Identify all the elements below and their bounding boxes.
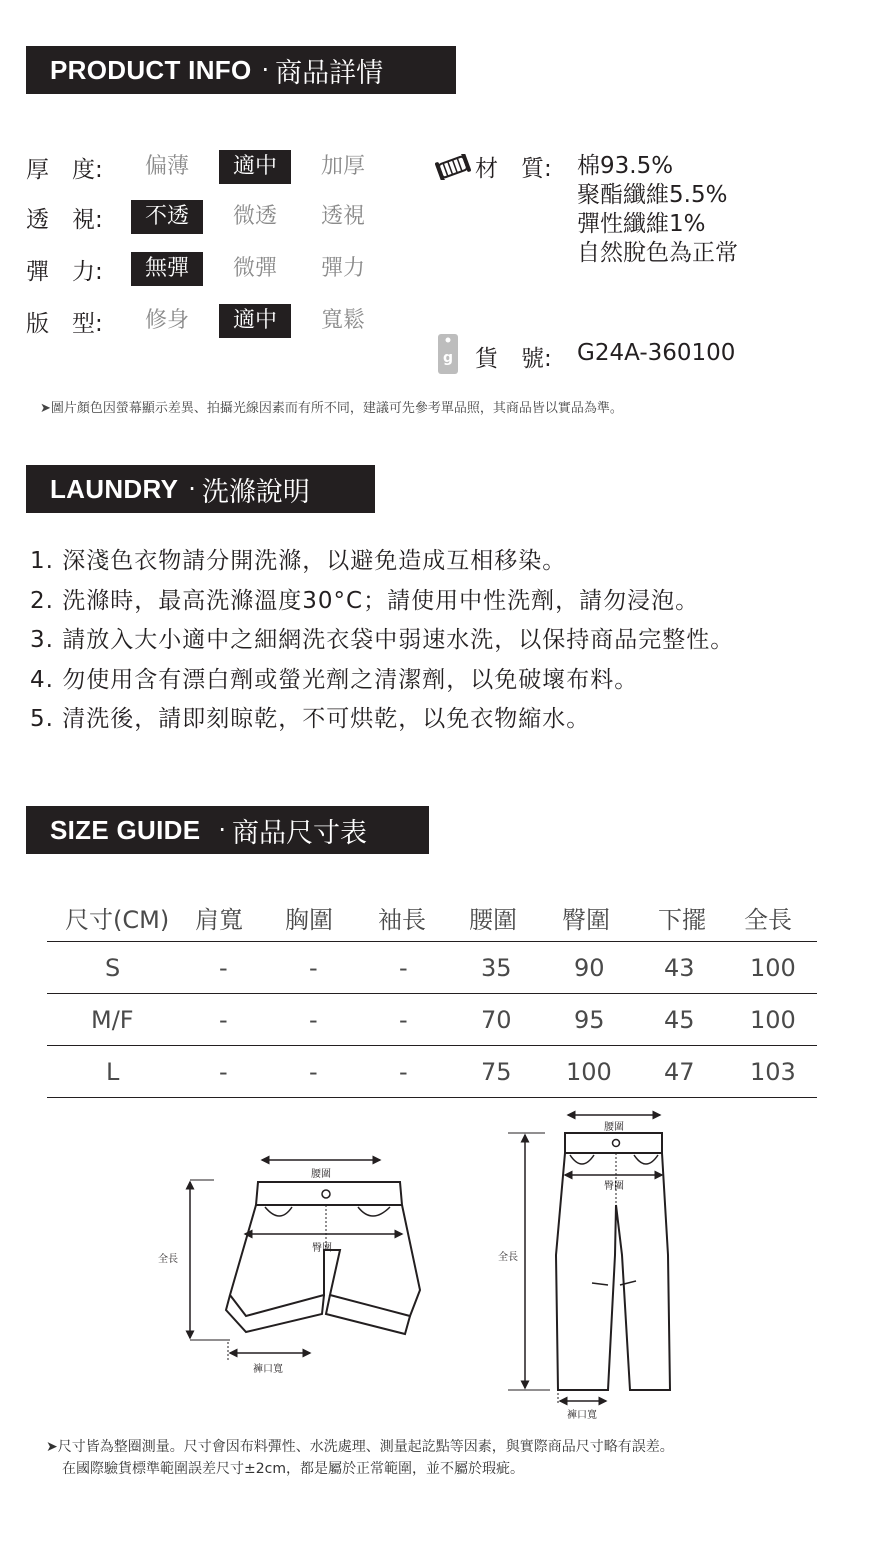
header-cell: 下擺 xyxy=(658,906,706,934)
product-info-title-zh: 商品詳情 xyxy=(275,57,384,89)
header-cell: 袖長 xyxy=(378,906,426,934)
sku-value: G24A-360100 xyxy=(577,340,736,366)
table-row xyxy=(47,942,817,994)
attr-option: 透視 xyxy=(320,204,365,229)
hem-cell: 45 xyxy=(664,1006,695,1034)
attr-label: 厚 度: xyxy=(26,156,103,183)
sleeve-cell: - xyxy=(399,954,408,982)
hip-cell: 100 xyxy=(566,1058,612,1086)
laundry-title-zh: 洗滌說明 xyxy=(201,476,310,508)
size-cell: S xyxy=(105,954,121,982)
attr-option-selected: 適中 xyxy=(219,304,291,338)
thread-spool-icon xyxy=(435,154,471,180)
header-cell: 臀圍 xyxy=(562,906,610,934)
pants-diagram xyxy=(490,1105,690,1425)
length-cell: 100 xyxy=(750,954,796,982)
attr-option: 修身 xyxy=(144,308,189,333)
material-line: 彈性纖維1% xyxy=(577,211,706,237)
chest-cell: - xyxy=(309,954,318,982)
shorts-hem-label: 褲口寬 xyxy=(253,1364,283,1375)
attr-label: 彈 力: xyxy=(26,258,103,285)
length-cell: 100 xyxy=(750,1006,796,1034)
header-dot: · xyxy=(188,475,196,503)
product-info-title-en: PRODUCT INFO xyxy=(50,54,252,85)
hem-cell: 47 xyxy=(664,1058,695,1086)
shorts-waist-label: 腰圍 xyxy=(311,1169,331,1180)
hang-tag-icon xyxy=(435,332,461,376)
material-label: 材 質: xyxy=(475,156,552,182)
attr-option: 彈力 xyxy=(320,256,365,281)
waist-cell: 35 xyxy=(481,954,512,982)
size-cell: L xyxy=(106,1058,120,1086)
hem-cell: 43 xyxy=(664,954,695,982)
laundry-item: 3. 請放入大小適中之細網洗衣袋中弱速水洗，以保持商品完整性。 xyxy=(30,627,735,653)
attr-option: 加厚 xyxy=(320,154,365,179)
header-cell: 尺寸(CM) xyxy=(65,906,170,934)
size-guide-header xyxy=(26,806,429,854)
attr-option-selected: 無彈 xyxy=(131,252,203,286)
shoulder-cell: - xyxy=(219,954,228,982)
waist-cell: 75 xyxy=(481,1058,512,1086)
hip-cell: 90 xyxy=(574,954,605,982)
color-disclaimer: ➤圖片顏色因螢幕顯示差異、拍攝光線因素而有所不同，建議可先參考單品照，其商品皆以實品為準。 xyxy=(40,401,623,416)
hip-cell: 95 xyxy=(574,1006,605,1034)
laundry-item: 1. 深淺色衣物請分開洗滌，以避免造成互相移染。 xyxy=(30,548,567,574)
svg-text:g: g xyxy=(442,350,454,366)
shoulder-cell: - xyxy=(219,1006,228,1034)
sleeve-cell: - xyxy=(399,1006,408,1034)
size-table-header xyxy=(47,898,817,942)
size-disclaimer xyxy=(46,1436,674,1480)
size-cell: M/F xyxy=(91,1006,134,1034)
material-line: 聚酯纖維5.5% xyxy=(577,182,728,208)
product-info-header xyxy=(26,46,456,94)
header-cell: 肩寬 xyxy=(195,906,243,934)
header-dot: · xyxy=(218,816,226,844)
attr-option-selected: 不透 xyxy=(131,200,203,234)
pants-hem-label: 褲口寬 xyxy=(567,1410,597,1421)
attr-transparency xyxy=(26,200,406,234)
attr-option: 寬鬆 xyxy=(320,308,365,333)
attr-thickness xyxy=(26,150,406,184)
laundry-item: 5. 清洗後，請即刻晾乾，不可烘乾，以免衣物縮水。 xyxy=(30,706,591,732)
sku-label: 貨 號: xyxy=(475,346,552,372)
length-cell: 103 xyxy=(750,1058,796,1086)
size-table xyxy=(47,898,817,1098)
shorts-diagram xyxy=(150,1150,450,1380)
chest-cell: - xyxy=(309,1006,318,1034)
size-note-line: 在國際驗貨標準範圍誤差尺寸±2cm，都是屬於正常範圍，並不屬於瑕疵。 xyxy=(62,1461,524,1477)
sleeve-cell: - xyxy=(399,1058,408,1086)
laundry-title-en: LAUNDRY xyxy=(50,473,179,504)
size-guide-title-zh: 商品尺寸表 xyxy=(232,817,367,849)
attr-option: 微彈 xyxy=(232,256,277,281)
header-dot: · xyxy=(261,56,270,84)
size-note-line: ➤尺寸皆為整圈測量。尺寸會因布料彈性、水洗處理、測量起訖點等因素，與實際商品尺寸略有誤差。 xyxy=(46,1439,674,1455)
header-cell: 腰圍 xyxy=(469,906,517,934)
shorts-hip-label: 臀圍 xyxy=(312,1243,332,1254)
laundry-header xyxy=(26,465,375,513)
attr-option: 微透 xyxy=(232,204,277,229)
pants-hip-label: 臀圍 xyxy=(604,1181,624,1192)
shoulder-cell: - xyxy=(219,1058,228,1086)
table-row xyxy=(47,994,817,1046)
laundry-instructions xyxy=(30,542,734,740)
chest-cell: - xyxy=(309,1058,318,1086)
size-guide-title-en: SIZE GUIDE xyxy=(50,814,201,845)
attr-fit xyxy=(26,304,406,338)
material-lines xyxy=(577,152,738,268)
pants-waist-label: 腰圍 xyxy=(604,1122,624,1133)
laundry-item: 4. 勿使用含有漂白劑或螢光劑之清潔劑，以免破壞布料。 xyxy=(30,666,639,693)
pants-length-label: 全長 xyxy=(498,1252,518,1263)
table-row xyxy=(47,1046,817,1098)
shorts-length-label: 全長 xyxy=(158,1254,178,1265)
attr-elasticity xyxy=(26,252,406,286)
attr-label: 透 視: xyxy=(26,206,103,233)
material-line: 棉93.5% xyxy=(577,153,674,179)
attr-label: 版 型: xyxy=(26,310,103,337)
attr-option-selected: 適中 xyxy=(219,150,291,184)
material-line: 自然脫色為正常 xyxy=(577,240,738,266)
header-cell: 全長 xyxy=(744,906,792,934)
waist-cell: 70 xyxy=(481,1006,512,1034)
attr-option: 偏薄 xyxy=(144,154,189,179)
laundry-item: 2. 洗滌時，最高洗滌溫度30°C；請使用中性洗劑，請勿浸泡。 xyxy=(30,587,700,614)
header-cell: 胸圍 xyxy=(285,906,333,934)
